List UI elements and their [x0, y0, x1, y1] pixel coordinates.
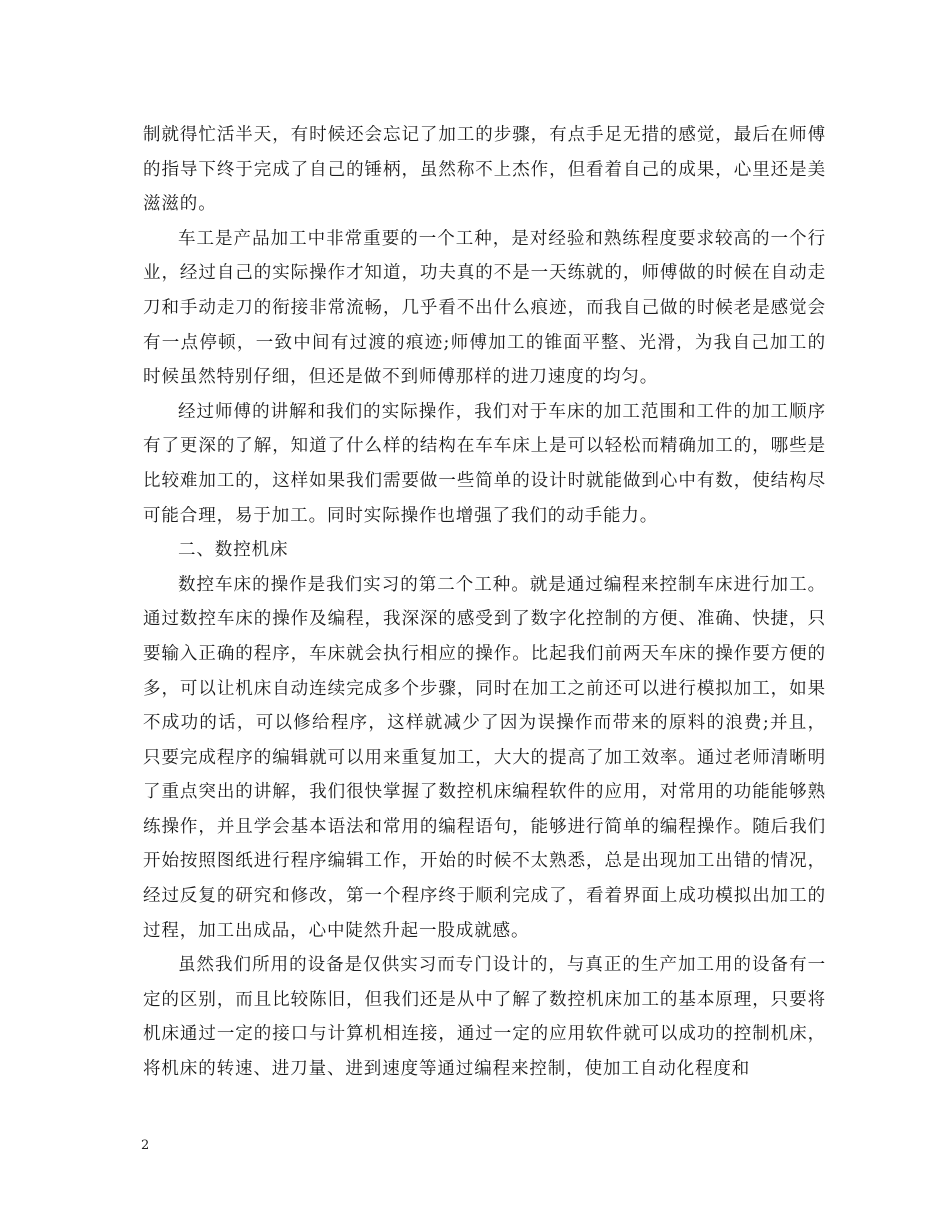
paragraph-cnc-equipment: 虽然我们所用的设备是仅供实习而专门设计的，与真正的生产加工用的设备有一定的区别，而且比较陈旧，但我们还是从中了解了数控机床加工的基本原理，只要将机床通过一定的接口与计算机相连接，通过一定的应用软件就可以成功的控制机床，将机床的转速、进刀量、进到速度等通过编程来控制，使加工自动化程度和: [143, 955, 826, 1080]
paragraph-lathe-understanding: 经过师傅的讲解和我们的实际操作，我们对于车床的加工范围和工件的加工顺序有了更深的了解，知道了什么样的结构在车车床上是可以轻松而精确加工的，哪些是比较难加工的，这样如果我们需要做一些简单的设计时就能做到心中有数，使结构尽可能合理，易于加工。同时实际操作也增强了我们的动手能力。: [143, 401, 826, 526]
paragraph-cnc-operation: 数控车床的操作是我们实习的第二个工种。就是通过编程来控制车床进行加工。通过数控车床的操作及编程，我深深的感受到了数字化控制的方便、准确、快捷，只要输入正确的程序，车床就会执行相应的操作。比起我们前两天车床的操作要方便的多，可以让机床自动连续完成多个步骤，同时在加工之前还可以进行模拟加工，如果不成功的话，可以修给程序，这样就减少了因为误操作而带来的原料的浪费;并且，只要完成程序的编辑就可以用来重复加工，大大的提高了加工效率。通过老师清晰明了重点突出的讲解，我们很快掌握了数控机床编程软件的应用，对常用的功能能够熟练操作，并且学会基本语法和常用的编程语句，能够进行简单的编程操作。随后我们开始按照图纸进行程序编辑工作，开始的时候不太熟悉，总是出现加工出错的情况，经过反复的研究和修改，第一个程序终于顺利完成了，看着界面上成功模拟出加工的过程，加工出成品，心中陡然升起一股成就感。: [143, 574, 826, 941]
section-heading-cnc: 二、数控机床: [178, 540, 289, 561]
paragraph-lathe-work: 车工是产品加工中非常重要的一个工种，是对经验和熟练程度要求较高的一个行业，经过自己的实际操作才知道，功夫真的不是一天练就的，师傅做的时候在自动走刀和手动走刀的衔接非常流畅，几乎看不出什么痕迹，而我自己做的时候老是感觉会有一点停顿，一致中间有过渡的痕迹;师傅加工的锥面平整、光滑，为我自己加工的时候虽然特别仔细，但还是做不到师傅那样的进刀速度的均匀。: [143, 228, 826, 388]
document-body: [143, 118, 826, 1087]
page-number: 2: [141, 1138, 150, 1153]
paragraph-continuation: 制就得忙活半天，有时候还会忘记了加工的步骤，有点手足无措的感觉，最后在师傅的指导下终于完成了自己的锤柄，虽然称不上杰作，但看着自己的成果，心里还是美滋滋的。: [143, 125, 826, 215]
